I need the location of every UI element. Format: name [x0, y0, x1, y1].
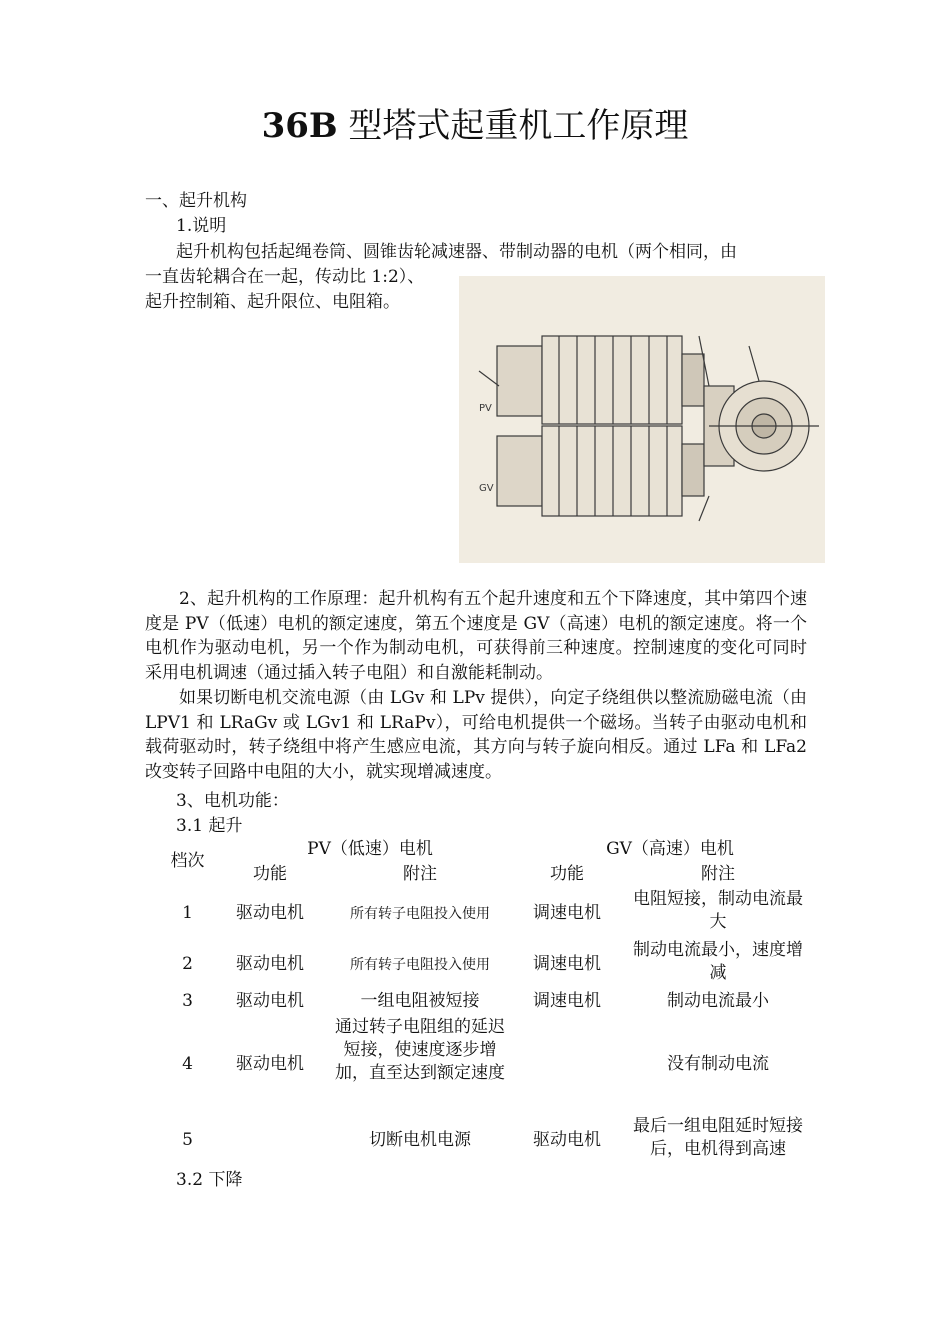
braking-paragraph: 如果切断电机交流电源（由 LGv 和 LPv 提供），向定子绕组供以整流励磁电流（由 LPV1 和 LRaGv 或 LGv1 和 LRaPv），可给电机提供一个磁场。当转子由驱动电机和载荷驱动时，转子绕组中将产生感应电流，其方向与转子旋向相反。通过 LFa 和 LFa2 改变转子回路中电阻的大小，就实现增减速度。 — [145, 687, 807, 782]
hoist-mechanism-drawing — [459, 276, 825, 563]
header-gv-function: 功能 — [550, 864, 584, 884]
table-row-1-gear: 1 — [182, 903, 193, 923]
table-row-5-gv-function: 驱动电机 — [533, 1130, 601, 1150]
principle-paragraph: 2、起升机构的工作原理：起升机构有五个起升速度和五个下降速度，其中第四个速度是 PV（低速）电机的额定速度，第五个速度是 GV（高速）电机的额定速度。将一个电机作为驱动电机，另一个作为制动电机，可获得前三种速度。控制速度的变化可同时采用电机调速（通过插入转子电阻）和自激能耗制动。 — [145, 589, 807, 684]
table-row-5-gear: 5 — [182, 1130, 193, 1150]
principle-paragraph-block — [145, 587, 807, 785]
description-line-2: 一直齿轮耦合在一起，传动比 1:2）、 — [145, 267, 425, 287]
title-number: 36B — [261, 106, 338, 146]
subheading-3-2: 3.2 下降 — [176, 1170, 243, 1190]
hoist-function-table — [150, 838, 815, 1168]
table-row-1-pv-function: 驱动电机 — [236, 903, 304, 923]
table-row-1-gv-note: 电阻短接，制动电流最大 — [633, 889, 803, 932]
page-title — [0, 104, 950, 148]
header-gv-note: 附注 — [701, 864, 735, 884]
table-row-1-gv-function: 调速电机 — [533, 903, 601, 923]
table-row-2-gv-note: 制动电流最小，速度增减 — [633, 940, 803, 983]
description-line-1: 起升机构包括起绳卷筒、圆锥齿轮减速器、带制动器的电机（两个相同，由 — [176, 242, 737, 262]
section-heading-1: 一、起升机构 — [145, 191, 247, 211]
table-row-4-pv-function: 驱动电机 — [236, 1054, 304, 1074]
header-gear: 档次 — [170, 851, 205, 871]
table-row-1-pv-note: 所有转子电阻投入使用 — [350, 906, 490, 922]
description-line-3: 起升控制箱、起升限位、电阻箱。 — [145, 292, 400, 312]
header-pv-motor: PV（低速）电机 — [307, 839, 433, 859]
table-row-2-gear: 2 — [182, 954, 193, 974]
table-row-2-gv-function: 调速电机 — [533, 954, 601, 974]
table-row-4-pv-note: 通过转子电阻组的延迟短接，使速度逐步增加，直至达到额定速度 — [335, 1017, 505, 1083]
table-row-2-pv-note: 所有转子电阻投入使用 — [350, 957, 490, 973]
table-row-4-gear: 4 — [182, 1054, 193, 1074]
table-row-2-pv-function: 驱动电机 — [236, 954, 304, 974]
table-row-4-gv-note: 没有制动电流 — [667, 1054, 769, 1074]
header-pv-note: 附注 — [403, 864, 437, 884]
title-text: 型塔式起重机工作原理 — [337, 106, 689, 146]
subheading-1-1: 1.说明 — [176, 216, 227, 236]
table-row-5-gv-note: 最后一组电阻延时短接后，电机得到高速 — [633, 1116, 803, 1159]
gv-label: GV — [479, 483, 494, 494]
hoist-mechanism-figure — [459, 276, 825, 563]
pv-label: PV — [479, 403, 492, 414]
section-heading-3: 3、电机功能： — [176, 791, 289, 811]
header-pv-function: 功能 — [253, 864, 287, 884]
table-row-3-gv-note: 制动电流最小 — [667, 991, 769, 1011]
table-row-3-gv-function: 调速电机 — [533, 991, 601, 1011]
header-gv-motor: GV（高速）电机 — [606, 839, 734, 859]
subheading-3-1: 3.1 起升 — [176, 816, 243, 836]
table-row-3-pv-function: 驱动电机 — [236, 991, 304, 1011]
table-row-3-pv-note: 一组电阻被短接 — [360, 991, 480, 1011]
table-row-3-gear: 3 — [182, 991, 193, 1011]
table-row-5-pv-note: 切断电机电源 — [369, 1130, 471, 1150]
